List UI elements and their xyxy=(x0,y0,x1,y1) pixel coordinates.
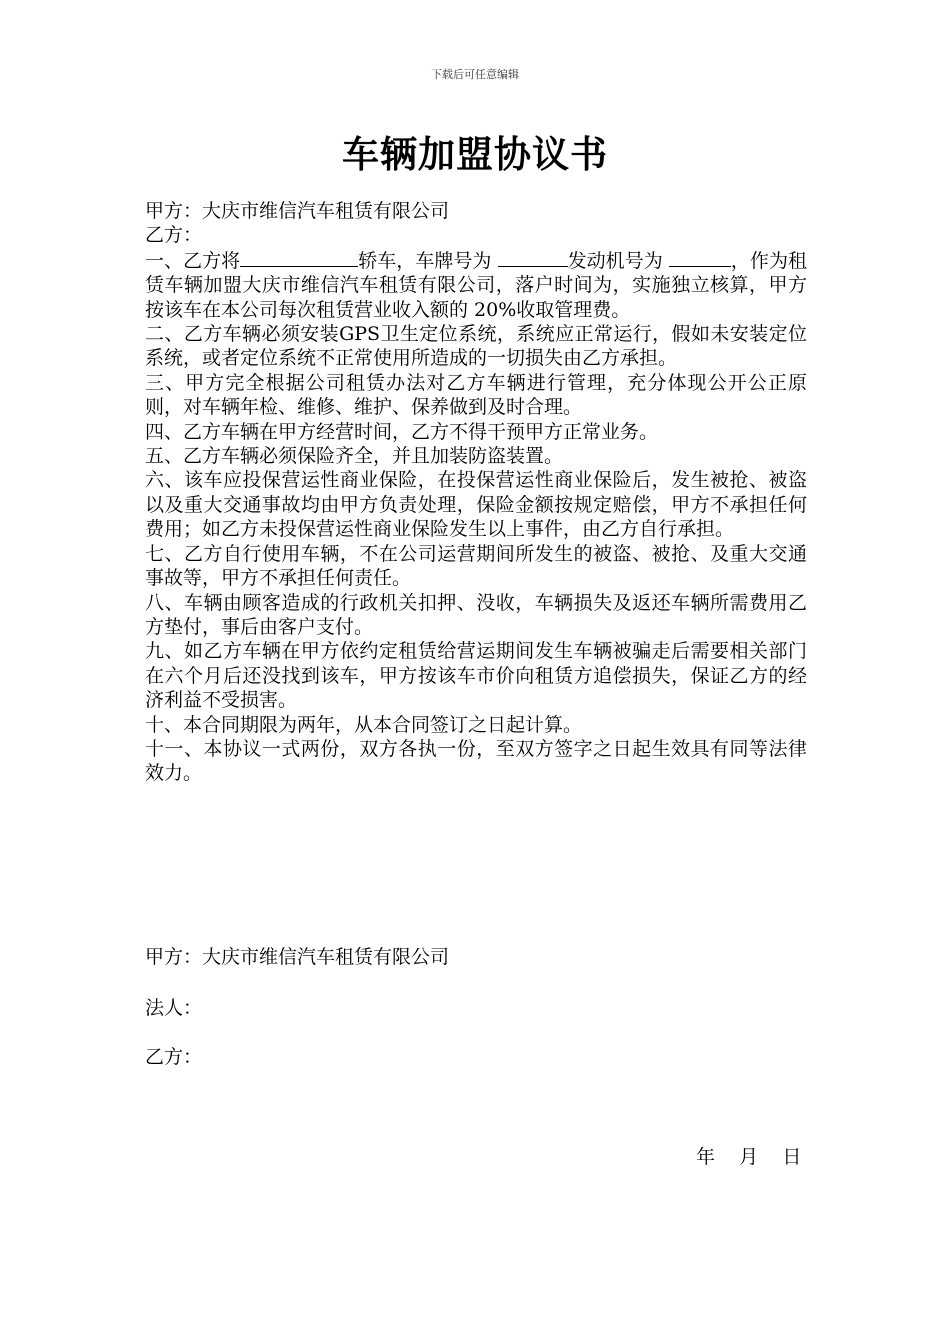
clause-7: 七、乙方自行使用车辆，不在公司运营期间所发生的被盗、被抢、及重大交通事故等，甲方不承担任何责任。 xyxy=(145,542,807,590)
document-title: 车辆加盟协议书 xyxy=(342,133,608,176)
clause-11: 十一、本协议一式两份，双方各执一份，至双方签字之日起生效具有同等法律效力。 xyxy=(145,737,807,785)
clause-1 xyxy=(145,248,807,322)
clause-1-text: 发动机号为 xyxy=(567,249,669,272)
clause-1-text: 一、乙方将 xyxy=(145,249,241,272)
party-a-line: 甲方：大庆市维信汽车租赁有限公司 xyxy=(145,200,450,222)
car-model-blank xyxy=(240,248,358,267)
clause-3: 三、甲方完全根据公司租赁办法对乙方车辆进行管理，充分体现公开公正原则，对车辆年检、维修、维护、保养做到及时合理。 xyxy=(145,371,807,419)
clause-5: 五、乙方车辆必须保险齐全，并且加装防盗装置。 xyxy=(145,445,564,468)
plate-number-blank xyxy=(498,248,568,267)
party-b-line: 乙方： xyxy=(145,224,203,247)
clause-8: 八、车辆由顾客造成的行政机关扣押、没收，车辆损失及返还车辆所需费用乙方垫付，事后由客户支付。 xyxy=(145,591,807,638)
clause-2: 二、乙方车辆必须安装GPS卫生定位系统，系统应正常运行，假如未安装定位系统，或者定位系统不正常使用所造成的一切损失由乙方承担。 xyxy=(145,323,807,370)
engine-number-blank xyxy=(669,248,731,267)
agreement-body xyxy=(145,199,807,786)
clause-10: 十、本合同期限为两年，从本合同签订之日起计算。 xyxy=(145,713,583,736)
clause-1-text: ，作为租赁车辆加盟大庆市维信汽车租赁有限公司，落户时间为，实施独立核算，甲方按该车在本公司每次租赁营业收入额的 20%收取管理费。 xyxy=(145,249,807,321)
clause-1-text: 轿车，车牌号为 xyxy=(358,249,498,272)
clause-4: 四、乙方车辆在甲方经营时间，乙方不得干预甲方正常业务。 xyxy=(145,420,659,443)
signature-party-b: 乙方： xyxy=(145,1046,203,1068)
signature-party-a: 甲方：大庆市维信汽车租赁有限公司 xyxy=(145,946,450,968)
signature-legal-person: 法人： xyxy=(145,997,203,1019)
clause-6: 六、该车应投保营运性商业保险，在投保营运性商业保险后，发生被抢、被盗以及重大交通事故均由甲方负责处理，保险金额按规定赔偿，甲方不承担任何费用；如乙方未投保营运性商业保险发生以上事件，由乙方自行承担。 xyxy=(145,469,807,541)
header-note: 下载后可任意编辑 xyxy=(431,68,519,81)
clause-9: 九、如乙方车辆在甲方依约定租赁给营运期间发生车辆被骗走后需要相关部门在六个月后还没找到该车，甲方按该车市价向租赁方追偿损失，保证乙方的经济利益不受损害。 xyxy=(145,640,807,712)
signature-date: 年 月 日 xyxy=(696,1146,802,1168)
